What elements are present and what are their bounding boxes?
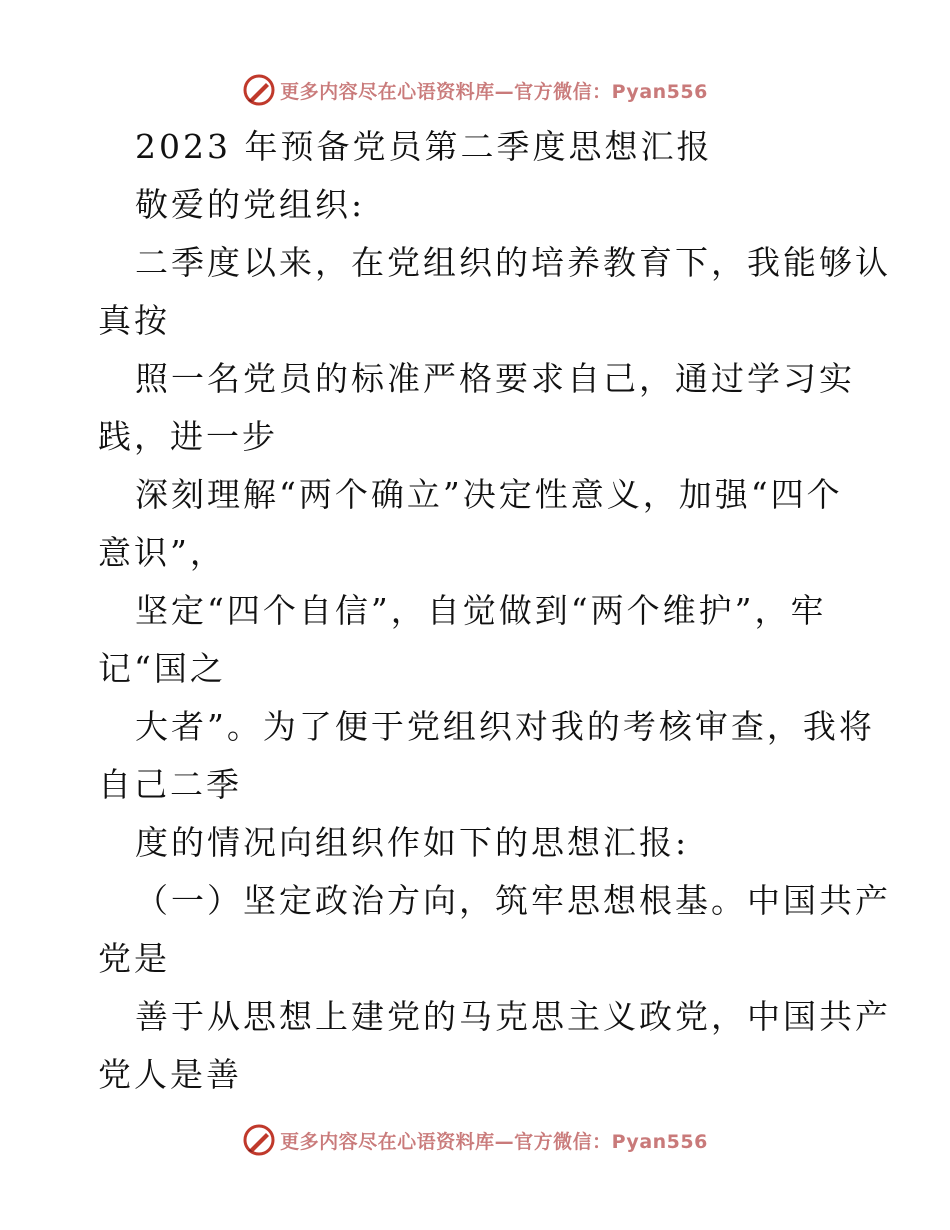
footer-watermark-banner — [0, 1120, 950, 1160]
text-line: 党人是善 — [98, 1055, 242, 1094]
text-line: 真按 — [98, 301, 170, 340]
text-line: 深刻理解“两个确立”决定性意义，加强“四个 — [135, 475, 843, 514]
text-line: 敬爱的党组织: — [135, 185, 366, 224]
text-line: 自己二季 — [98, 765, 242, 804]
text-line: 践，进一步 — [98, 417, 278, 456]
text-line: 二季度以来，在党组织的培养教育下，我能够认 — [135, 243, 891, 282]
document-body — [98, 118, 891, 1104]
text-line: 善于从思想上建党的马克思主义政党，中国共产 — [135, 997, 891, 1036]
text-line: 坚定“四个自信”，自觉做到“两个维护”，牢 — [135, 591, 827, 630]
footer-watermark-text: 更多内容尽在心语资料库—官方微信：Pyan556 — [280, 1130, 708, 1153]
text-line: 照一名党员的标准严格要求自己，通过学习实 — [135, 359, 855, 398]
text-line: （一）坚定政治方向，筑牢思想根基。中国共产 — [135, 881, 891, 920]
text-line: 记“国之 — [98, 649, 226, 688]
text-line: 意识”， — [98, 533, 226, 572]
text-line: 度的情况向组织作如下的思想汇报: — [135, 823, 690, 862]
header-watermark-banner — [0, 70, 950, 110]
header-watermark-text: 更多内容尽在心语资料库—官方微信：Pyan556 — [280, 80, 708, 103]
pen-logo-icon — [242, 73, 276, 107]
text-line: 党是 — [98, 939, 170, 978]
text-line: 大者”。为了便于党组织对我的考核审查，我将 — [135, 707, 875, 746]
pen-logo-icon — [242, 1123, 276, 1157]
document-title: 2023 年预备党员第二季度思想汇报 — [135, 127, 713, 166]
